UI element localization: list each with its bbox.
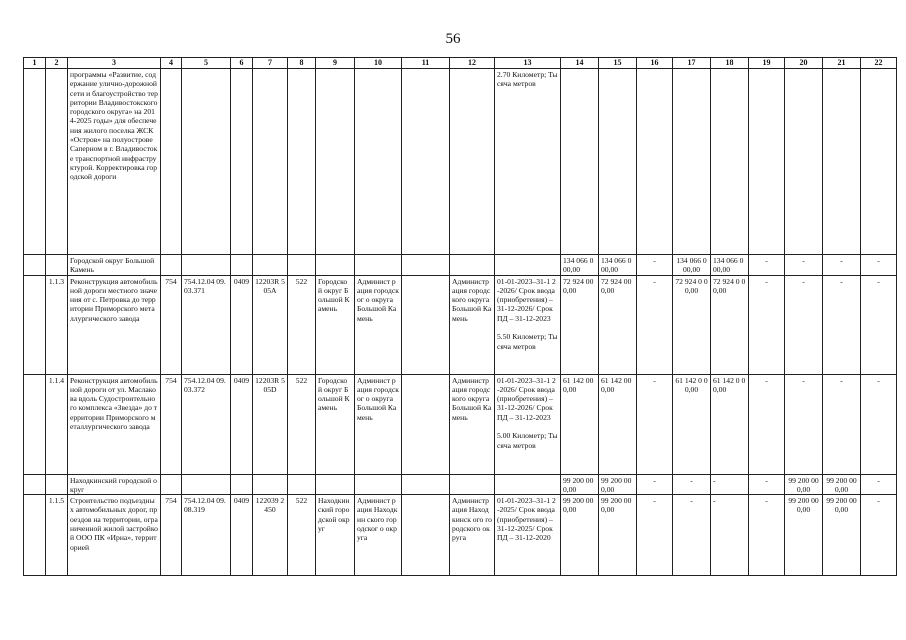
table-cell: - — [861, 495, 897, 576]
table-cell — [24, 255, 46, 276]
table-cell: 754 — [161, 495, 182, 576]
table-cell — [402, 255, 450, 276]
table-cell: - — [637, 474, 673, 495]
column-number-cell: 5 — [182, 58, 231, 69]
table-cell: - — [711, 474, 749, 495]
table-cell — [316, 255, 355, 276]
table-cell: 754 — [161, 374, 182, 474]
table-cell: 01-01-2023–31-1 2-2026/ Срок ввода (приобретения) – 31-12-2026/ Срок ПД – 31-12-2023 5.00 Километр; Тысяча метров — [495, 374, 561, 474]
table-cell: 754.12.04 09.08.319 — [182, 495, 231, 576]
table-cell — [599, 69, 637, 255]
table-cell: 754.12.04 09.03.371 — [182, 275, 231, 374]
table-cell: - — [823, 255, 861, 276]
table-cell: 522 — [288, 275, 316, 374]
table-cell — [316, 69, 355, 255]
table-cell: - — [673, 474, 711, 495]
column-number-cell: 7 — [253, 58, 288, 69]
table-cell — [495, 255, 561, 276]
table-row — [24, 474, 897, 495]
table-cell: - — [861, 474, 897, 495]
table-cell — [561, 69, 599, 255]
table-cell — [355, 255, 402, 276]
table-cell: - — [785, 255, 823, 276]
table-cell: 61 142 00 0,00 — [599, 374, 637, 474]
table-cell: 72 924 0 00,00 — [673, 275, 711, 374]
table-cell — [253, 474, 288, 495]
table-cell — [861, 69, 897, 255]
table-cell: 99 200 00 0,00 — [599, 474, 637, 495]
table-cell: 99 200 00 0,00 — [599, 495, 637, 576]
table-cell: - — [749, 495, 785, 576]
table-cell: 2.70 Километр; Тысяча метров — [495, 69, 561, 255]
table-row — [24, 495, 897, 576]
column-number-cell: 14 — [561, 58, 599, 69]
table-cell: Находкинский городской округ — [68, 474, 161, 495]
table-cell — [253, 255, 288, 276]
table-cell — [673, 69, 711, 255]
table-cell — [402, 69, 450, 255]
table-cell — [161, 255, 182, 276]
table-cell — [24, 69, 46, 255]
table-cell: 72 924 00 0,00 — [599, 275, 637, 374]
table-cell: Администр ация городского округа Большой Камень — [450, 275, 495, 374]
column-number-cell: 21 — [823, 58, 861, 69]
table-cell: 99 200 00 0,00 — [561, 495, 599, 576]
column-number-cell: 15 — [599, 58, 637, 69]
table-cell: Находкин ский городской округ — [316, 495, 355, 576]
table-cell — [402, 374, 450, 474]
table-cell — [231, 69, 253, 255]
table-cell: программы «Развитие, содержание улично-дорожной сети и благоустройство территории Владивостокского городского округа» на 2014-2025 годы» для обеспечения жилого поселка ЖСК «Остров» на полуострове Саперном в г. Владивостоке транспортной инфраструктурой. Корректировка городской дороги — [68, 69, 161, 255]
table-cell: - — [861, 275, 897, 374]
table-cell — [182, 474, 231, 495]
table-cell: Админист рация городског о округа Большой Камень — [355, 275, 402, 374]
table-cell: 61 142 0 00,00 — [673, 374, 711, 474]
page-number: 56 — [445, 31, 461, 47]
table-cell: Админист рация городског о округа Большой Камень — [355, 374, 402, 474]
table-cell: 72 924 0 00,00 — [711, 275, 749, 374]
table-cell: Администр ация городского округа Большой Камень — [450, 374, 495, 474]
table-cell: - — [749, 374, 785, 474]
table-cell: 61 142 0 00,00 — [711, 374, 749, 474]
table-cell — [288, 255, 316, 276]
table-cell — [823, 69, 861, 255]
table-cell: - — [673, 495, 711, 576]
table-cell: 0409 — [231, 374, 253, 474]
table-cell — [785, 69, 823, 255]
table-cell — [450, 474, 495, 495]
column-number-cell: 9 — [316, 58, 355, 69]
table-cell — [402, 495, 450, 576]
table-cell — [46, 255, 68, 276]
table-cell — [24, 374, 46, 474]
column-number-cell: 20 — [785, 58, 823, 69]
table-cell: 1.1.4 — [46, 374, 68, 474]
table-cell — [182, 69, 231, 255]
table-cell: 99 200 00 0,00 — [785, 474, 823, 495]
column-number-cell: 22 — [861, 58, 897, 69]
table-cell: Реконструкция автомобильной дороги местного значения от с. Петровка до территории Приморского металлургического завода — [68, 275, 161, 374]
table-cell: 72 924 00 0,00 — [561, 275, 599, 374]
table-cell: 12203R 505D — [253, 374, 288, 474]
table-row — [24, 69, 897, 255]
column-number-cell: 4 — [161, 58, 182, 69]
table-cell: 754 — [161, 275, 182, 374]
table-cell: - — [749, 474, 785, 495]
table-cell: 1.1.5 — [46, 495, 68, 576]
table-cell: 134 066 0 00,00 — [599, 255, 637, 276]
table-cell: - — [823, 374, 861, 474]
column-number-cell: 12 — [450, 58, 495, 69]
table-cell: Администр ация Находкинск ого городского округа — [450, 495, 495, 576]
table-cell — [24, 275, 46, 374]
table-cell — [231, 474, 253, 495]
budget-table — [23, 57, 897, 576]
table-cell: - — [749, 275, 785, 374]
table-cell: 01-01-2023–31-1 2-2026/ Срок ввода (приобретения) – 31-12-2026/ Срок ПД – 31-12-2023 5.50 Километр; Тысяча метров — [495, 275, 561, 374]
table-cell: 754.12.04 09.03.372 — [182, 374, 231, 474]
table-cell — [749, 69, 785, 255]
table-cell: 1.1.3 — [46, 275, 68, 374]
column-number-cell: 17 — [673, 58, 711, 69]
table-row — [24, 275, 897, 374]
table-cell: Реконструкция автомобильной дороги от ул. Маслакова вдоль Судостроительного комплекса «Звезда» до территории Приморского металлургического завода — [68, 374, 161, 474]
column-number-cell: 19 — [749, 58, 785, 69]
table-cell: - — [785, 374, 823, 474]
column-number-cell: 8 — [288, 58, 316, 69]
table-cell: - — [637, 374, 673, 474]
table-cell — [231, 255, 253, 276]
table-cell: - — [785, 275, 823, 374]
table-cell — [450, 69, 495, 255]
table-cell — [355, 474, 402, 495]
table-cell: 122039 2450 — [253, 495, 288, 576]
table-cell: Городской округ Большой Камень — [68, 255, 161, 276]
table-cell: 99 200 00 0,00 — [785, 495, 823, 576]
table-cell: - — [861, 374, 897, 474]
table-cell: 12203R 505A — [253, 275, 288, 374]
table-row — [24, 255, 897, 276]
table-cell: 134 066 0 00,00 — [561, 255, 599, 276]
table-cell — [402, 275, 450, 374]
table-cell: - — [637, 275, 673, 374]
column-number-cell: 16 — [637, 58, 673, 69]
table-cell: Строительство подъездных автомобильных дорог, проездов на территории, ограниченной жилой застройкой ООО ПК «Ирна», территорией — [68, 495, 161, 576]
table-cell — [637, 69, 673, 255]
column-number-cell: 2 — [46, 58, 68, 69]
table-cell: Городско й округ Большой Камень — [316, 374, 355, 474]
table-cell — [182, 255, 231, 276]
table-cell: - — [861, 255, 897, 276]
column-number-cell: 11 — [402, 58, 450, 69]
table-row — [24, 374, 897, 474]
table-cell: 99 200 00 0,00 — [561, 474, 599, 495]
table-cell — [253, 69, 288, 255]
column-number-cell: 3 — [68, 58, 161, 69]
table-cell: 522 — [288, 374, 316, 474]
header-row — [24, 58, 897, 69]
table-cell: 134 066 000,00 — [673, 255, 711, 276]
table-cell — [711, 69, 749, 255]
table-cell — [288, 474, 316, 495]
table-cell — [402, 474, 450, 495]
table-cell: 0409 — [231, 495, 253, 576]
table-cell — [288, 69, 316, 255]
table-cell: 0409 — [231, 275, 253, 374]
table-cell: 99 200 00 0,00 — [823, 474, 861, 495]
table-cell: 61 142 00 0,00 — [561, 374, 599, 474]
table-cell: - — [637, 255, 673, 276]
table-cell: 99 200 00 0,00 — [823, 495, 861, 576]
table-cell — [316, 474, 355, 495]
table-cell — [495, 474, 561, 495]
table-cell: - — [711, 495, 749, 576]
column-number-cell: 6 — [231, 58, 253, 69]
table-cell — [46, 69, 68, 255]
column-number-cell: 18 — [711, 58, 749, 69]
table-cell — [161, 69, 182, 255]
table-cell — [355, 69, 402, 255]
table-cell — [24, 495, 46, 576]
table-cell: - — [823, 275, 861, 374]
table-cell — [161, 474, 182, 495]
table-cell — [46, 474, 68, 495]
table-cell: 01-01-2023–31-1 2-2025/ Срок ввода (приобретения) – 31-12-2025/ Срок ПД – 31-12-2020 — [495, 495, 561, 576]
table-cell: Городско й округ Большой Камень — [316, 275, 355, 374]
table-cell: 134 066 000,00 — [711, 255, 749, 276]
column-number-cell: 13 — [495, 58, 561, 69]
table-cell: 522 — [288, 495, 316, 576]
table-cell — [24, 474, 46, 495]
table-cell: - — [637, 495, 673, 576]
table-cell: Админист рация Находкин ского городског о округа — [355, 495, 402, 576]
table-cell — [450, 255, 495, 276]
column-number-cell: 10 — [355, 58, 402, 69]
table-cell: - — [749, 255, 785, 276]
column-number-cell: 1 — [24, 58, 46, 69]
